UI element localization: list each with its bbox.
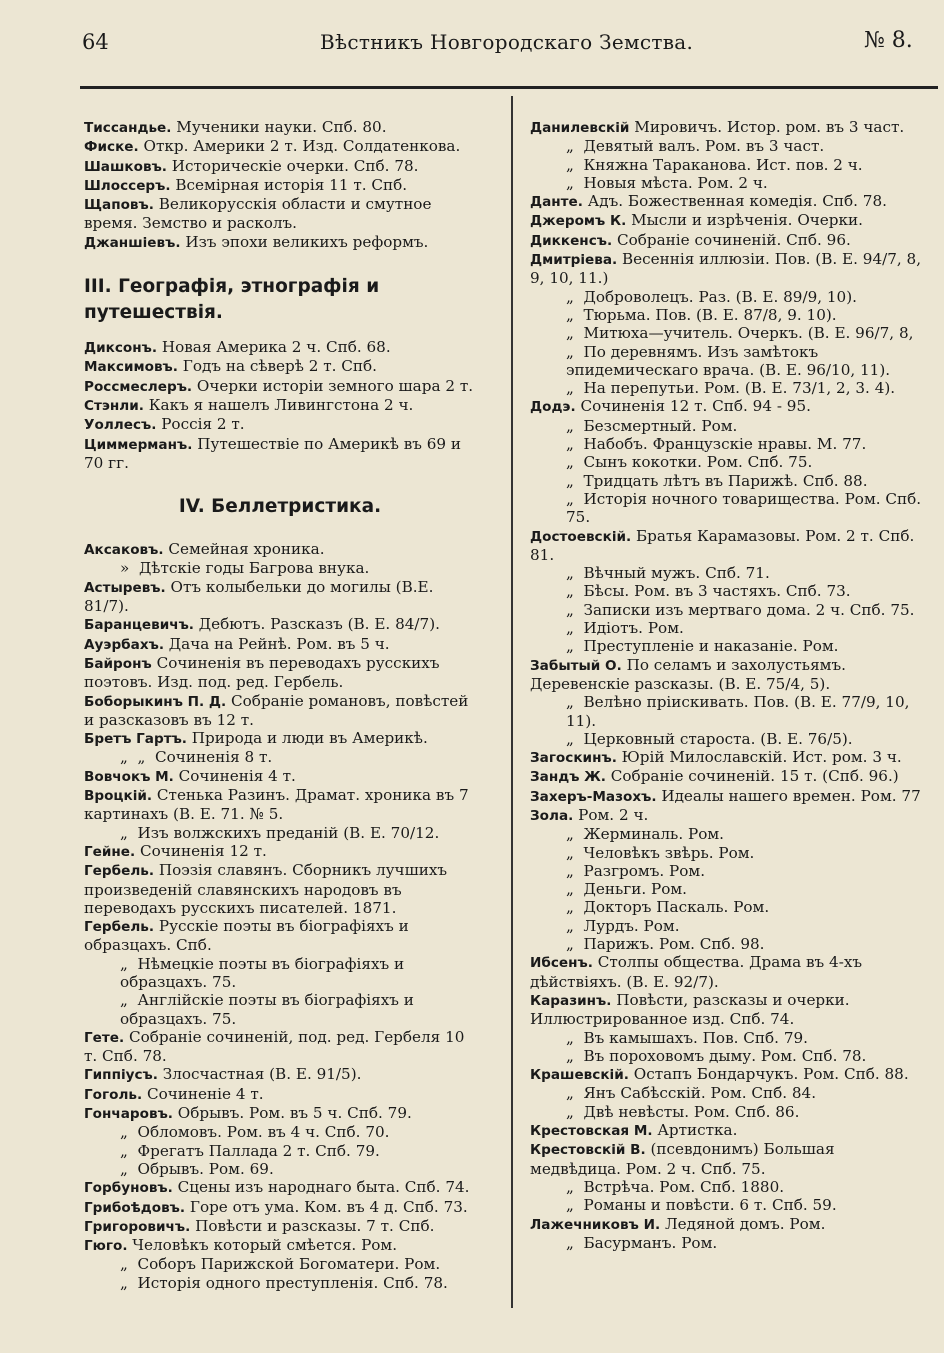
author-name: Аксаковъ.	[84, 542, 164, 559]
fiction-list-left	[84, 540, 476, 1292]
entry-text: Новая Америка 2 ч. Спб. 68.	[157, 338, 391, 357]
author-name: Дмитріева.	[530, 252, 618, 269]
author-name: Россмеслеръ.	[84, 378, 193, 395]
entry-text: Всемірная исторія 11 т. Спб.	[170, 175, 408, 194]
entry-text: Злосчастная (В. Е. 91/5).	[157, 1065, 362, 1084]
entry-text: „ Изъ волжскихъ преданій (В. Е. 70/12.	[120, 823, 440, 842]
author-name: Гончаровъ.	[84, 1106, 173, 1123]
bibliography-entry	[530, 935, 922, 953]
bibliography-entry	[84, 559, 476, 577]
bibliography-entry	[530, 787, 922, 806]
author-name: Гербель.	[84, 863, 155, 880]
bibliography-entry	[530, 917, 922, 935]
bibliography-entry	[84, 435, 476, 473]
entry-text: Очерки исторіи земного шара 2 т.	[192, 376, 474, 395]
bibliography-entry	[84, 1142, 476, 1160]
entry-text: „ Лурдъ. Ром.	[566, 916, 680, 935]
bibliography-entry	[530, 211, 922, 230]
bibliography-entry	[530, 637, 922, 655]
bibliography-entry	[530, 527, 922, 565]
entry-text: Ледяной домъ. Ром.	[660, 1214, 826, 1233]
bibliography-entry	[530, 825, 922, 843]
entry-text: „ Исторія одного преступленія. Спб. 78.	[120, 1273, 448, 1292]
bibliography-entry	[84, 338, 476, 357]
entry-text: Мученики науки. Спб. 80.	[171, 118, 387, 136]
author-name: Крашевскій.	[530, 1067, 629, 1084]
section-4-heading: IV. Беллетристика.	[178, 496, 382, 518]
bibliography-entry	[530, 397, 922, 416]
column-divider	[511, 96, 513, 1308]
bibliography-entry	[84, 1178, 476, 1197]
bibliography-entry	[530, 748, 922, 767]
author-name: Ибсенъ.	[530, 955, 593, 972]
bibliography-entry	[84, 767, 476, 786]
author-name: Астыревъ.	[84, 579, 166, 596]
bibliography-entry	[84, 195, 476, 233]
bibliography-entry	[84, 842, 476, 861]
author-name: Гейне.	[84, 843, 136, 860]
author-name: Шлоссеръ.	[84, 177, 171, 194]
bibliography-entry	[530, 1084, 922, 1102]
bibliography-entry	[84, 1123, 476, 1141]
bibliography-entry	[84, 692, 476, 730]
entry-text: „ По деревнямъ. Изъ замѣтокъ эпидемическаго врача. (В. Е. 96/10, 11).	[566, 342, 891, 379]
page-number: 64	[82, 30, 109, 54]
entry-text: Идеалы нашего времен. Ром. 77	[656, 786, 921, 805]
bibliography-entry	[84, 1065, 476, 1084]
bibliography-entry	[84, 176, 476, 195]
entry-text: Сочиненія 4 т.	[173, 766, 296, 785]
bibliography-entry	[530, 564, 922, 582]
author-name: Джаншіевъ.	[84, 234, 181, 251]
entry-text: Откр. Америки 2 т. Изд. Солдатенкова.	[138, 137, 461, 156]
bibliography-entry	[84, 118, 476, 137]
entry-text: „ Вѣчный мужъ. Спб. 71.	[566, 564, 770, 583]
entry-text: Дача на Рейнѣ. Ром. въ 5 ч.	[163, 634, 390, 653]
bibliography-entry	[530, 379, 922, 397]
entry-text: „ Романы и повѣсти. 6 т. Спб. 59.	[566, 1196, 837, 1215]
author-name: Крестовская М.	[530, 1123, 653, 1140]
bibliography-entry	[84, 635, 476, 654]
entry-text: „ Фрегатъ Паллада 2 т. Спб. 79.	[120, 1141, 380, 1160]
author-name: Захеръ-Мазохъ.	[530, 788, 657, 805]
author-name: Циммерманъ.	[84, 436, 193, 453]
entry-text: „ Англійскіе поэты въ біографіяхъ и образцахъ. 75.	[120, 991, 419, 1028]
entry-text: „ Митюха—учитель. Очеркъ. (В. Е. 96/7, 8,	[566, 324, 914, 343]
entry-text: „ Встрѣча. Ром. Спб. 1880.	[566, 1177, 785, 1196]
entry-text: По селамъ и захолустьямъ. Деревенскіе разсказы. (В. Е. 75/4, 5).	[530, 655, 851, 693]
entry-text: „ Идіотъ. Ром.	[566, 619, 684, 638]
entry-text: „ Велѣно пріискивать. Пов. (В. Е. 77/9, 10, 11).	[566, 693, 915, 730]
bibliography-entry	[84, 357, 476, 376]
entry-text: Остапъ Бондарчукъ. Ром. Спб. 88.	[628, 1065, 909, 1084]
bibliography-entry	[530, 1196, 922, 1214]
bibliography-entry	[530, 1140, 922, 1178]
bibliography-entry	[530, 767, 922, 786]
author-name: Данилевскій	[530, 120, 630, 136]
bibliography-entry	[84, 415, 476, 434]
entry-text: Повѣсти, разсказы и очерки. Иллюстрированное изд. Спб. 74.	[530, 990, 855, 1029]
entry-text: „ Въ пороховомъ дыму. Ром. Спб. 78.	[566, 1046, 867, 1065]
entry-text: „ „ Сочиненія 8 т.	[120, 748, 273, 767]
entry-text: Историческіе очерки. Спб. 78.	[166, 156, 419, 175]
author-name: Боборыкинъ П. Д.	[84, 693, 227, 710]
bibliography-entry	[530, 324, 922, 342]
bibliography-entry	[84, 540, 476, 559]
bibliography-entry	[84, 729, 476, 748]
bibliography-entry	[84, 233, 476, 252]
entry-text: Братья Карамазовы. Ром. 2 т. Спб. 81.	[530, 526, 920, 564]
entry-text: Изъ эпохи великихъ реформъ.	[180, 232, 429, 251]
bibliography-entry	[84, 1028, 476, 1066]
entry-text: „ Тридцать лѣтъ въ Парижѣ. Спб. 88.	[566, 471, 868, 490]
entry-text: Природа и люди въ Америкѣ.	[186, 729, 428, 748]
entry-text: „ Новыя мѣста. Ром. 2 ч.	[566, 173, 768, 192]
left-column	[84, 118, 476, 1292]
entry-text: Стенька Разинъ. Драмат. хроника въ 7 картинахъ (В. Е. 71. № 5.	[84, 786, 474, 824]
journal-title: Вѣстникъ Новгородскаго Земства.	[320, 30, 694, 54]
entry-text: „ Янъ Сабѣсскій. Ром. Спб. 84.	[566, 1084, 817, 1103]
bibliography-entry	[530, 1178, 922, 1196]
author-name: Гиппіусъ.	[84, 1067, 158, 1084]
entry-text: Обрывъ. Ром. въ 5 ч. Спб. 79.	[172, 1104, 412, 1123]
bibliography-entry	[84, 786, 476, 824]
bibliography-entry	[530, 343, 922, 380]
entry-text: Ром. 2 ч.	[573, 805, 649, 824]
bibliography-entry	[84, 955, 476, 992]
author-name: Шашковъ.	[84, 158, 167, 175]
entry-text: Мысли и изрѣченія. Очерки.	[626, 211, 863, 230]
entry-text: Годъ на сѣверѣ 2 т. Спб.	[177, 357, 377, 376]
author-name: Каразинъ.	[530, 992, 612, 1009]
author-name: Достоевскій.	[530, 528, 632, 545]
entry-text: Семейная хроника.	[163, 540, 325, 559]
header-rule	[80, 86, 938, 89]
bibliography-entry	[530, 1121, 922, 1140]
bibliography-entry	[530, 582, 922, 600]
entry-text: „ Девятый валъ. Ром. въ 3 част.	[566, 137, 825, 156]
bibliography-entry	[84, 861, 476, 917]
bibliography-entry	[84, 615, 476, 634]
bibliography-entry	[84, 1104, 476, 1123]
author-name: Фиске.	[84, 139, 139, 156]
entry-text: Человѣкъ который смѣется. Ром.	[127, 1236, 398, 1255]
author-name: Грибоѣдовъ.	[84, 1199, 186, 1216]
bibliography-entry	[530, 1215, 922, 1234]
bibliography-entry	[530, 453, 922, 471]
bibliography-entry	[84, 1160, 476, 1178]
entry-text: „ Соборъ Парижской Богоматери. Ром.	[120, 1255, 441, 1274]
entry-text: Дебютъ. Разсказъ (В. Е. 84/7).	[193, 615, 440, 634]
entry-text: „ Безсмертный. Ром.	[566, 416, 738, 435]
author-name: Джеромъ К.	[530, 213, 627, 230]
author-name: Щаповъ.	[84, 197, 154, 214]
bibliography-entry	[530, 880, 922, 898]
entry-text: „ Двѣ невѣсты. Ром. Спб. 86.	[566, 1102, 800, 1121]
bibliography-entry	[530, 435, 922, 453]
bibliography-entry	[84, 1236, 476, 1255]
entry-text: „ Сынъ кокотки. Ром. Спб. 75.	[566, 453, 813, 472]
bibliography-entry	[84, 578, 476, 616]
bibliography-entry	[530, 1103, 922, 1121]
bibliography-entry	[84, 1274, 476, 1292]
bibliography-entry	[530, 1029, 922, 1047]
entry-text: Собраніе сочиненій. Спб. 96.	[612, 230, 851, 249]
author-name: Вовчокъ М.	[84, 768, 174, 785]
bibliography-entry	[530, 844, 922, 862]
entry-text: „ Преступленіе и наказаніе. Ром.	[566, 637, 839, 656]
entry-text: Сцены изъ народнаго быта. Спб. 74.	[172, 1178, 470, 1197]
bibliography-entry	[530, 953, 922, 991]
entry-text: (псевдонимъ) Большая медвѣдица. Ром. 2 ч. Спб. 75.	[530, 1140, 840, 1178]
entry-text: Сочиненіе 4 т.	[142, 1084, 264, 1103]
entry-text: „ Набобъ. Французскіе нравы. М. 77.	[566, 435, 867, 454]
author-name: Стэнли.	[84, 397, 144, 414]
entry-text: » Дѣтскіе годы Багрова внука.	[120, 559, 370, 578]
bibliography-entry	[530, 489, 926, 527]
entry-text: Собраніе романовъ, повѣстей и разсказовъ въ 12 т.	[84, 691, 474, 729]
author-name: Гербель.	[84, 919, 155, 936]
fiction-list-right	[530, 118, 926, 1252]
bibliography-entry	[84, 377, 476, 396]
entry-text: Великорусскія области и смутное время. Земство и расколъ.	[84, 195, 437, 233]
bibliography-entry	[84, 917, 476, 955]
author-name: Гоголь.	[84, 1086, 143, 1103]
author-name: Вроцкій.	[84, 788, 153, 805]
bibliography-entry	[530, 231, 922, 250]
entry-text: Собраніе сочиненій. 15 т. (Спб. 96.)	[605, 767, 899, 786]
entry-text: Мировичъ. Истор. ром. въ 3 част.	[629, 118, 905, 136]
entry-text: „ Парижъ. Ром. Спб. 98.	[566, 935, 765, 954]
entry-text: „ Басурманъ. Ром.	[566, 1233, 718, 1252]
author-name: Диккенсъ.	[530, 232, 613, 249]
bibliography-entry	[84, 824, 476, 842]
bibliography-entry	[530, 417, 922, 435]
entry-text: Собраніе сочиненій, под. ред. Гербеля 10 т. Спб. 78.	[84, 1027, 470, 1066]
entry-text: „ Деньги. Ром.	[566, 880, 687, 899]
bibliography-entry	[84, 654, 476, 692]
bibliography-entry	[530, 192, 922, 211]
author-name: Уоллесъ.	[84, 417, 157, 434]
page-header	[0, 0, 944, 90]
entry-text: „ Княжна Тараканова. Ист. пов. 2 ч.	[566, 155, 863, 174]
entry-text: „ Нѣмецкіе поэты въ біографіяхъ и образцахъ. 75.	[120, 954, 410, 991]
bibliography-entry	[530, 730, 922, 748]
entry-text: Повѣсти и разсказы. 7 т. Спб.	[190, 1216, 435, 1235]
author-name: Баранцевичъ.	[84, 617, 194, 634]
bibliography-entry	[530, 1234, 922, 1252]
bibliography-entry	[530, 656, 922, 694]
entry-text: Поэзія славянъ. Сборникъ лучшихъ произведеній славянскихъ народовъ въ переводахъ русскихъ писателей. 1871.	[84, 861, 452, 917]
entry-text: „ Обломовъ. Ром. въ 4 ч. Спб. 70.	[120, 1123, 390, 1142]
bibliography-entry	[530, 137, 922, 155]
bibliography-entry	[84, 1217, 476, 1236]
entry-text: „ Тюрьма. Пов. (В. Е. 87/8, 9. 10).	[566, 305, 837, 324]
entry-text: Какъ я нашелъ Ливингстона 2 ч.	[143, 395, 414, 414]
bibliography-entry	[530, 991, 922, 1029]
bibliography-entry	[84, 1255, 476, 1273]
bibliography-entry	[84, 137, 476, 156]
author-name: Максимовъ.	[84, 359, 178, 376]
bibliography-entry	[530, 472, 922, 490]
entry-text: „ Въ камышахъ. Пов. Спб. 79.	[566, 1028, 808, 1047]
entry-text: „ Разгромъ. Ром.	[566, 861, 706, 880]
entry-text: „ Исторія ночного товарищества. Ром. Спб. 75.	[566, 489, 926, 527]
bibliography-entry	[84, 991, 476, 1028]
bibliography-entry	[530, 898, 922, 916]
entry-text: Путешествіе по Америкѣ въ 69 и 70 гг.	[84, 434, 466, 472]
author-name: Григоровичъ.	[84, 1218, 191, 1235]
bibliography-entry	[84, 1198, 476, 1217]
author-name: Гете.	[84, 1029, 125, 1046]
bibliography-entry	[530, 1047, 922, 1065]
bibliography-entry	[530, 862, 922, 880]
entry-text: Сочиненія 12 т.	[135, 841, 267, 860]
entry-text: „ Жерминаль. Ром.	[566, 825, 724, 844]
entry-text: Адъ. Божественная комедія. Спб. 78.	[582, 192, 887, 211]
bibliography-entry	[530, 288, 922, 306]
entry-text: Артистка.	[652, 1121, 738, 1140]
bibliography-entry	[530, 156, 922, 174]
author-name: Зандъ Ж.	[530, 769, 606, 786]
entry-text: „ Обрывъ. Ром. 69.	[120, 1159, 274, 1178]
geography-list	[84, 338, 476, 472]
entry-text: Горе отъ ума. Ком. въ 4 д. Спб. 73.	[185, 1197, 468, 1216]
entry-text: „ Церковный староста. (В. Е. 76/5).	[566, 729, 853, 748]
author-name: Гюго.	[84, 1238, 128, 1255]
entry-text: „ На перепутьи. Ром. (В. Е. 73/1, 2, 3. 4).	[566, 379, 896, 398]
entry-text: Россія 2 т.	[156, 415, 245, 434]
entry-text: „ Докторъ Паскаль. Ром.	[566, 898, 770, 917]
entry-text: Весеннія иллюзіи. Пов. (В. Е. 94/7, 8, 9, 10, 11.)	[530, 250, 926, 288]
author-name: Додэ.	[530, 399, 576, 416]
bibliography-entry	[530, 806, 922, 825]
bibliography-entry	[84, 157, 476, 176]
bibliography-entry	[530, 601, 922, 619]
author-name: Загоскинъ.	[530, 750, 617, 767]
bibliography-entry	[530, 693, 922, 730]
author-name: Байронъ	[84, 655, 152, 672]
author-name: Лажечниковъ И.	[530, 1216, 661, 1233]
author-name: Забытый О.	[530, 657, 622, 674]
entry-text: Сочиненія въ переводахъ русскихъ поэтовъ. Изд. под. ред. Гербель.	[84, 653, 445, 692]
right-column	[530, 118, 926, 1252]
entry-text: Русскіе поэты въ біографіяхъ и образцахъ. Спб.	[84, 917, 414, 955]
entry-text: „ Человѣкъ звѣрь. Ром.	[566, 843, 755, 862]
entry-text: Юрій Милославскій. Ист. ром. 3 ч.	[616, 748, 902, 767]
bibliography-entry	[84, 748, 476, 766]
bibliography-entry	[530, 306, 922, 324]
issue-number: № 8.	[864, 28, 913, 53]
entry-text: „ Доброволецъ. Раз. (В. Е. 89/9, 10).	[566, 287, 857, 306]
entry-text: Столпы общества. Драма въ 4-хъ дѣйствіяхъ. (В. Е. 92/7).	[530, 953, 867, 991]
history-list	[84, 118, 476, 252]
section-3-heading: III. Географія, этнографія и путешествія.	[84, 276, 380, 324]
author-name: Диксонъ.	[84, 340, 158, 357]
entry-text: „ Записки изъ мертваго дома. 2 ч. Спб. 75.	[566, 600, 915, 619]
entry-text: „ Бѣсы. Ром. въ 3 частяхъ. Спб. 73.	[566, 582, 851, 601]
bibliography-entry	[530, 619, 922, 637]
bibliography-entry	[530, 174, 922, 192]
author-name: Тиссандье.	[84, 120, 172, 136]
author-name: Зола.	[530, 807, 574, 824]
author-name: Горбуновъ.	[84, 1180, 173, 1197]
bibliography-entry	[530, 250, 926, 288]
bibliography-entry	[530, 1065, 922, 1084]
author-name: Крестовскій В.	[530, 1142, 646, 1159]
bibliography-entry	[530, 118, 922, 137]
author-name: Бретъ Гартъ.	[84, 731, 187, 748]
author-name: Данте.	[530, 194, 583, 211]
entry-text: Отъ колыбельки до могилы (В.Е. 81/7).	[84, 577, 439, 616]
bibliography-entry	[84, 396, 476, 415]
bibliography-entry	[84, 1085, 476, 1104]
author-name: Ауэрбахъ.	[84, 636, 164, 653]
entry-text: Сочиненія 12 т. Спб. 94 - 95.	[575, 397, 811, 416]
